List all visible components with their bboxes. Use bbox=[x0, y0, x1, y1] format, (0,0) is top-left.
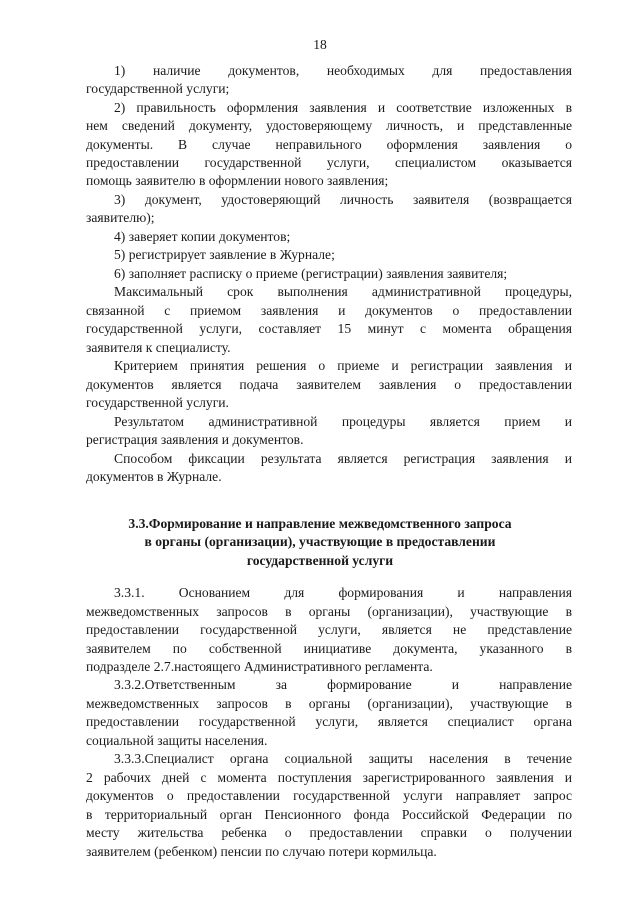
paragraph-line: документы. В случае неправильного оформления заявления о bbox=[86, 137, 572, 152]
paragraph-line: 3.3.3.Специалист органа социальной защиты населения в течение bbox=[114, 751, 572, 766]
paragraph-line: межведомственных запросов в органы (организации), участвующие в bbox=[86, 696, 572, 711]
paragraph-line: связанной с приемом заявления и документов о предоставлении bbox=[86, 303, 572, 318]
paragraph-line: заявителем (ребенком) пенсии по случаю потери кормильца. bbox=[86, 844, 437, 859]
paragraph-line: документов о предоставлении государственной услуги направляет запрос bbox=[86, 788, 572, 803]
paragraph-line: регистрация заявления и документов. bbox=[86, 432, 304, 447]
paragraph-line: государственной услуги, составляет 15 минут с момента обращения bbox=[86, 321, 572, 336]
paragraph-line: 2 рабочих дней с момента поступления зарегистрированного заявления и bbox=[86, 770, 572, 785]
paragraph-line: в территориальный орган Пенсионного фонда Российской Федерации по bbox=[86, 807, 572, 822]
section-heading-line: 3.3.Формирование и направление межведомственного запроса bbox=[128, 516, 512, 531]
paragraph-line: подразделе 2.7.настоящего Административного регламента. bbox=[86, 659, 433, 674]
paragraph-line: предоставлении государственной услуги, является не представление bbox=[86, 622, 572, 637]
page-number: 18 bbox=[313, 37, 327, 52]
paragraph-line: предоставлении государственной услуги, специалистом оказывается bbox=[86, 155, 572, 170]
paragraph-line: 3) документ, удостоверяющий личность заявителя (возвращается bbox=[114, 192, 572, 207]
paragraph-line: заявителем по собственной инициативе документа, указанного в bbox=[86, 641, 572, 656]
section-heading-line: государственной услуги bbox=[246, 553, 394, 568]
paragraph-line: 6) заполняет расписку о приеме (регистрации) заявления заявителя; bbox=[114, 266, 508, 281]
paragraph-line: Способом фиксации результата является регистрация заявления и bbox=[114, 451, 572, 466]
paragraph-line: Критерием принятия решения о приеме и регистрации заявления и bbox=[114, 358, 572, 373]
paragraph-line: Максимальный срок выполнения административной процедуры, bbox=[114, 284, 572, 299]
paragraph-line: Результатом административной процедуры является прием и bbox=[114, 414, 572, 429]
paragraph-line: документов является подача заявителем заявления о предоставлении bbox=[86, 377, 572, 392]
paragraph-line: государственной услуги; bbox=[86, 81, 230, 96]
paragraph-line: 2) правильность оформления заявления и соответствие изложенных в bbox=[114, 100, 572, 115]
paragraph-line: предоставлении государственной услуги, является специалист органа bbox=[86, 714, 572, 729]
paragraph-line: заявителя к специалисту. bbox=[86, 340, 231, 355]
paragraph-line: социальной защиты населения. bbox=[86, 733, 268, 748]
paragraph-line: 3.3.1. Основанием для формирования и направления bbox=[114, 585, 572, 600]
paragraph-line: месту жительства ребенка о предоставлении справки о получении bbox=[86, 825, 572, 840]
paragraph-line: помощь заявителю в оформлении нового заявления; bbox=[86, 173, 389, 188]
paragraph-line: 4) заверяет копии документов; bbox=[114, 229, 291, 244]
paragraph-line: государственной услуги. bbox=[86, 395, 229, 410]
paragraph-line: заявителю); bbox=[86, 210, 155, 225]
paragraph-line: 5) регистрирует заявление в Журнале; bbox=[114, 247, 335, 262]
paragraph-line: межведомственных запросов в органы (организации), участвующие в bbox=[86, 604, 572, 619]
paragraph-line: 1) наличие документов, необходимых для предоставления bbox=[114, 63, 572, 78]
paragraph-line: нем сведений документу, удостоверяющему личность, и представленные bbox=[86, 118, 572, 133]
paragraph-line: документов в Журнале. bbox=[86, 469, 222, 484]
paragraph-line: 3.3.2.Ответственным за формирование и направление bbox=[114, 677, 572, 692]
section-heading-line: в органы (организации), участвующие в предоставлении bbox=[144, 534, 496, 549]
